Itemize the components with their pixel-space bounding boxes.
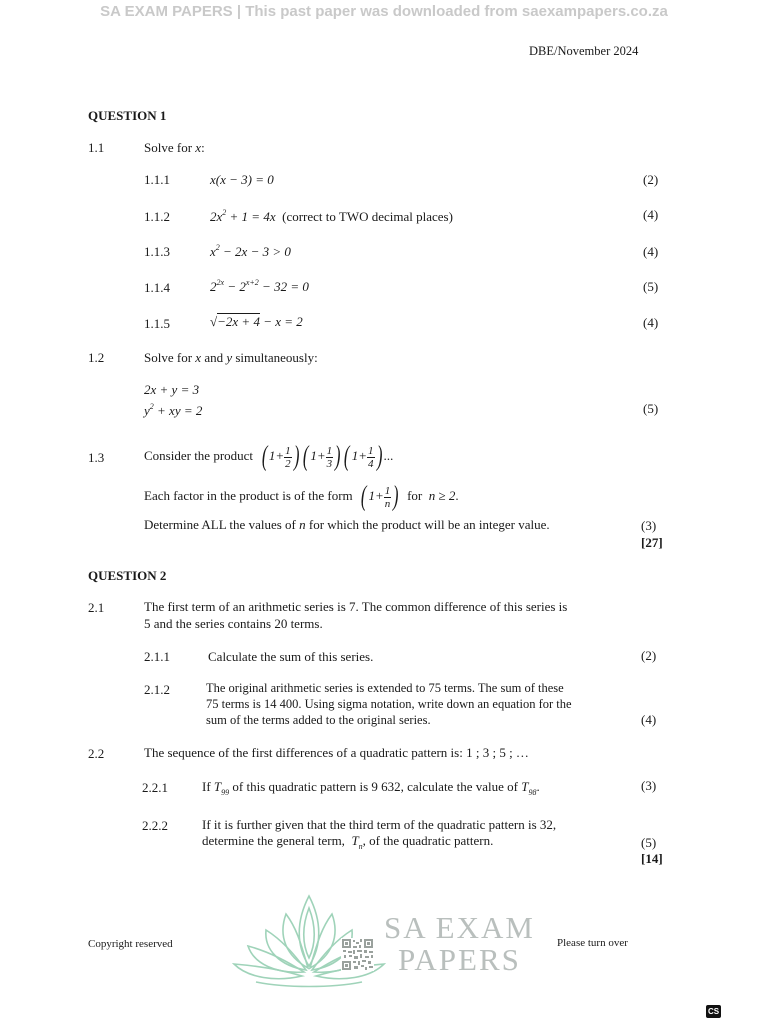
- q1-2-mark: (5): [643, 401, 659, 416]
- q1-1-5-equation: √−2x + 4 − x = 2: [210, 314, 303, 329]
- q1-total: [27]: [641, 535, 663, 550]
- q2-2-2-line-2: determine the general term, $T_n$, of the quadratic pattern.: [202, 833, 494, 851]
- q1-1-2-mark: (4): [643, 207, 659, 222]
- camscanner-badge-icon: CS: [707, 1007, 720, 1016]
- paper-reference: DBE/November 2024: [529, 44, 639, 58]
- q2-1-number: 2.1: [88, 600, 105, 615]
- watermark-line-1: SA EXAM: [384, 910, 535, 945]
- q1-3-factor-line: Each factor in the product is of the form ( 1+ $\frac{1}{n}$ ) for n ≥ 2.: [144, 481, 459, 513]
- q1-1-1-mark: (2): [643, 172, 659, 187]
- q1-2-instruction: Solve for x and y simultaneously:: [144, 350, 318, 365]
- q1-1-5-mark: (4): [643, 315, 659, 330]
- q1-1-3-number: 1.1.3: [144, 244, 170, 259]
- watermark-line-2: PAPERS: [398, 942, 521, 977]
- q1-1-2-number: 1.1.2: [144, 209, 170, 224]
- q2-1-1-mark: (2): [641, 648, 657, 663]
- download-banner: SA EXAM PAPERS | This past paper was downloaded from saexampapers.co.za: [100, 3, 668, 20]
- q2-2-2-mark: (5): [641, 835, 657, 850]
- q2-1-line-1: The first term of an arithmetic series is 7. The common difference of this series is: [144, 599, 568, 614]
- q1-1-5-number: 1.1.5: [144, 316, 170, 331]
- q1-1-1-equation: x(x − 3) = 0: [210, 172, 274, 187]
- q1-1-3-inequality: $x^2 - 2x - 3 > 0$: [210, 243, 291, 259]
- q2-2-text: The sequence of the first differences of a quadratic pattern is: 1 ; 3 ; 5 ; …: [144, 745, 529, 760]
- q1-3-number: 1.3: [88, 450, 105, 465]
- q1-1-number: 1.1: [88, 140, 105, 155]
- qr-code-icon: [341, 938, 374, 971]
- q1-1-4-mark: (5): [643, 279, 659, 294]
- question-1-heading: QUESTION 1: [88, 108, 167, 123]
- q2-1-2-mark: (4): [641, 712, 657, 727]
- product-expression: ( 1+ $\frac{1}{2}$ ) ( 1+ $\frac{1}{3}$ ) ( 1+ $\frac{1}{4}$ ) ...: [261, 441, 394, 473]
- q2-2-1-text: If $T_{99}$ of this quadratic pattern is 9 632, calculate the value of $T_{98}$.: [202, 779, 540, 797]
- q2-1-1-text: Calculate the sum of this series.: [208, 649, 374, 664]
- q2-1-1-number: 2.1.1: [144, 649, 170, 664]
- q2-2-number: 2.2: [88, 746, 105, 761]
- factor-expression: ( 1+ $\frac{1}{n}$ ): [361, 481, 399, 513]
- q2-1-2-number: 2.1.2: [144, 682, 170, 697]
- q2-2-1-number: 2.2.1: [142, 780, 168, 795]
- q2-2-2-number: 2.2.2: [142, 818, 168, 833]
- q1-1-4-equation: $2^{2x} - 2^{x+2} - 32 = 0$: [210, 278, 309, 294]
- q1-3-product-line: Consider the product ( 1+ $\frac{1}{2}$ ) ( 1+ $\frac{1}{3}$ ) ( 1+ $\frac{1}{4}$ ) ...: [144, 441, 394, 473]
- q1-1-4-number: 1.1.4: [144, 280, 170, 295]
- q1-3-task: Determine ALL the values of n for which the product will be an integer value.: [144, 517, 550, 532]
- q2-1-2-line-3: sum of the terms added to the original series.: [206, 713, 431, 727]
- q2-1-2-line-1: The original arithmetic series is extended to 75 terms. The sum of these: [206, 681, 564, 695]
- q1-1-instruction: Solve for x:: [144, 140, 205, 155]
- q2-2-1-mark: (3): [641, 778, 657, 793]
- q1-2-number: 1.2: [88, 350, 105, 365]
- q2-total: [14]: [641, 851, 663, 866]
- q1-1-2-equation: $2x^2 + 1 = 4x$ (correct to TWO decimal places): [210, 208, 453, 224]
- turn-over-notice: Please turn over: [557, 937, 628, 949]
- q2-2-2-line-1: If it is further given that the third term of the quadratic pattern is 32,: [202, 817, 557, 832]
- q1-2-equation-2: $y^2$ + xy = 2: [144, 402, 203, 418]
- q1-3-mark: (3): [641, 518, 657, 533]
- copyright-notice: Copyright reserved: [88, 938, 173, 950]
- q2-1-line-2: 5 and the series contains 20 terms.: [144, 616, 323, 631]
- q1-1-1-number: 1.1.1: [144, 172, 170, 187]
- question-2-heading: QUESTION 2: [88, 568, 167, 583]
- q2-1-2-line-2: 75 terms is 14 400. Using sigma notation, write down an equation for the: [206, 697, 572, 711]
- q1-2-equation-1: 2x + y = 3: [144, 382, 200, 397]
- q1-1-3-mark: (4): [643, 244, 659, 259]
